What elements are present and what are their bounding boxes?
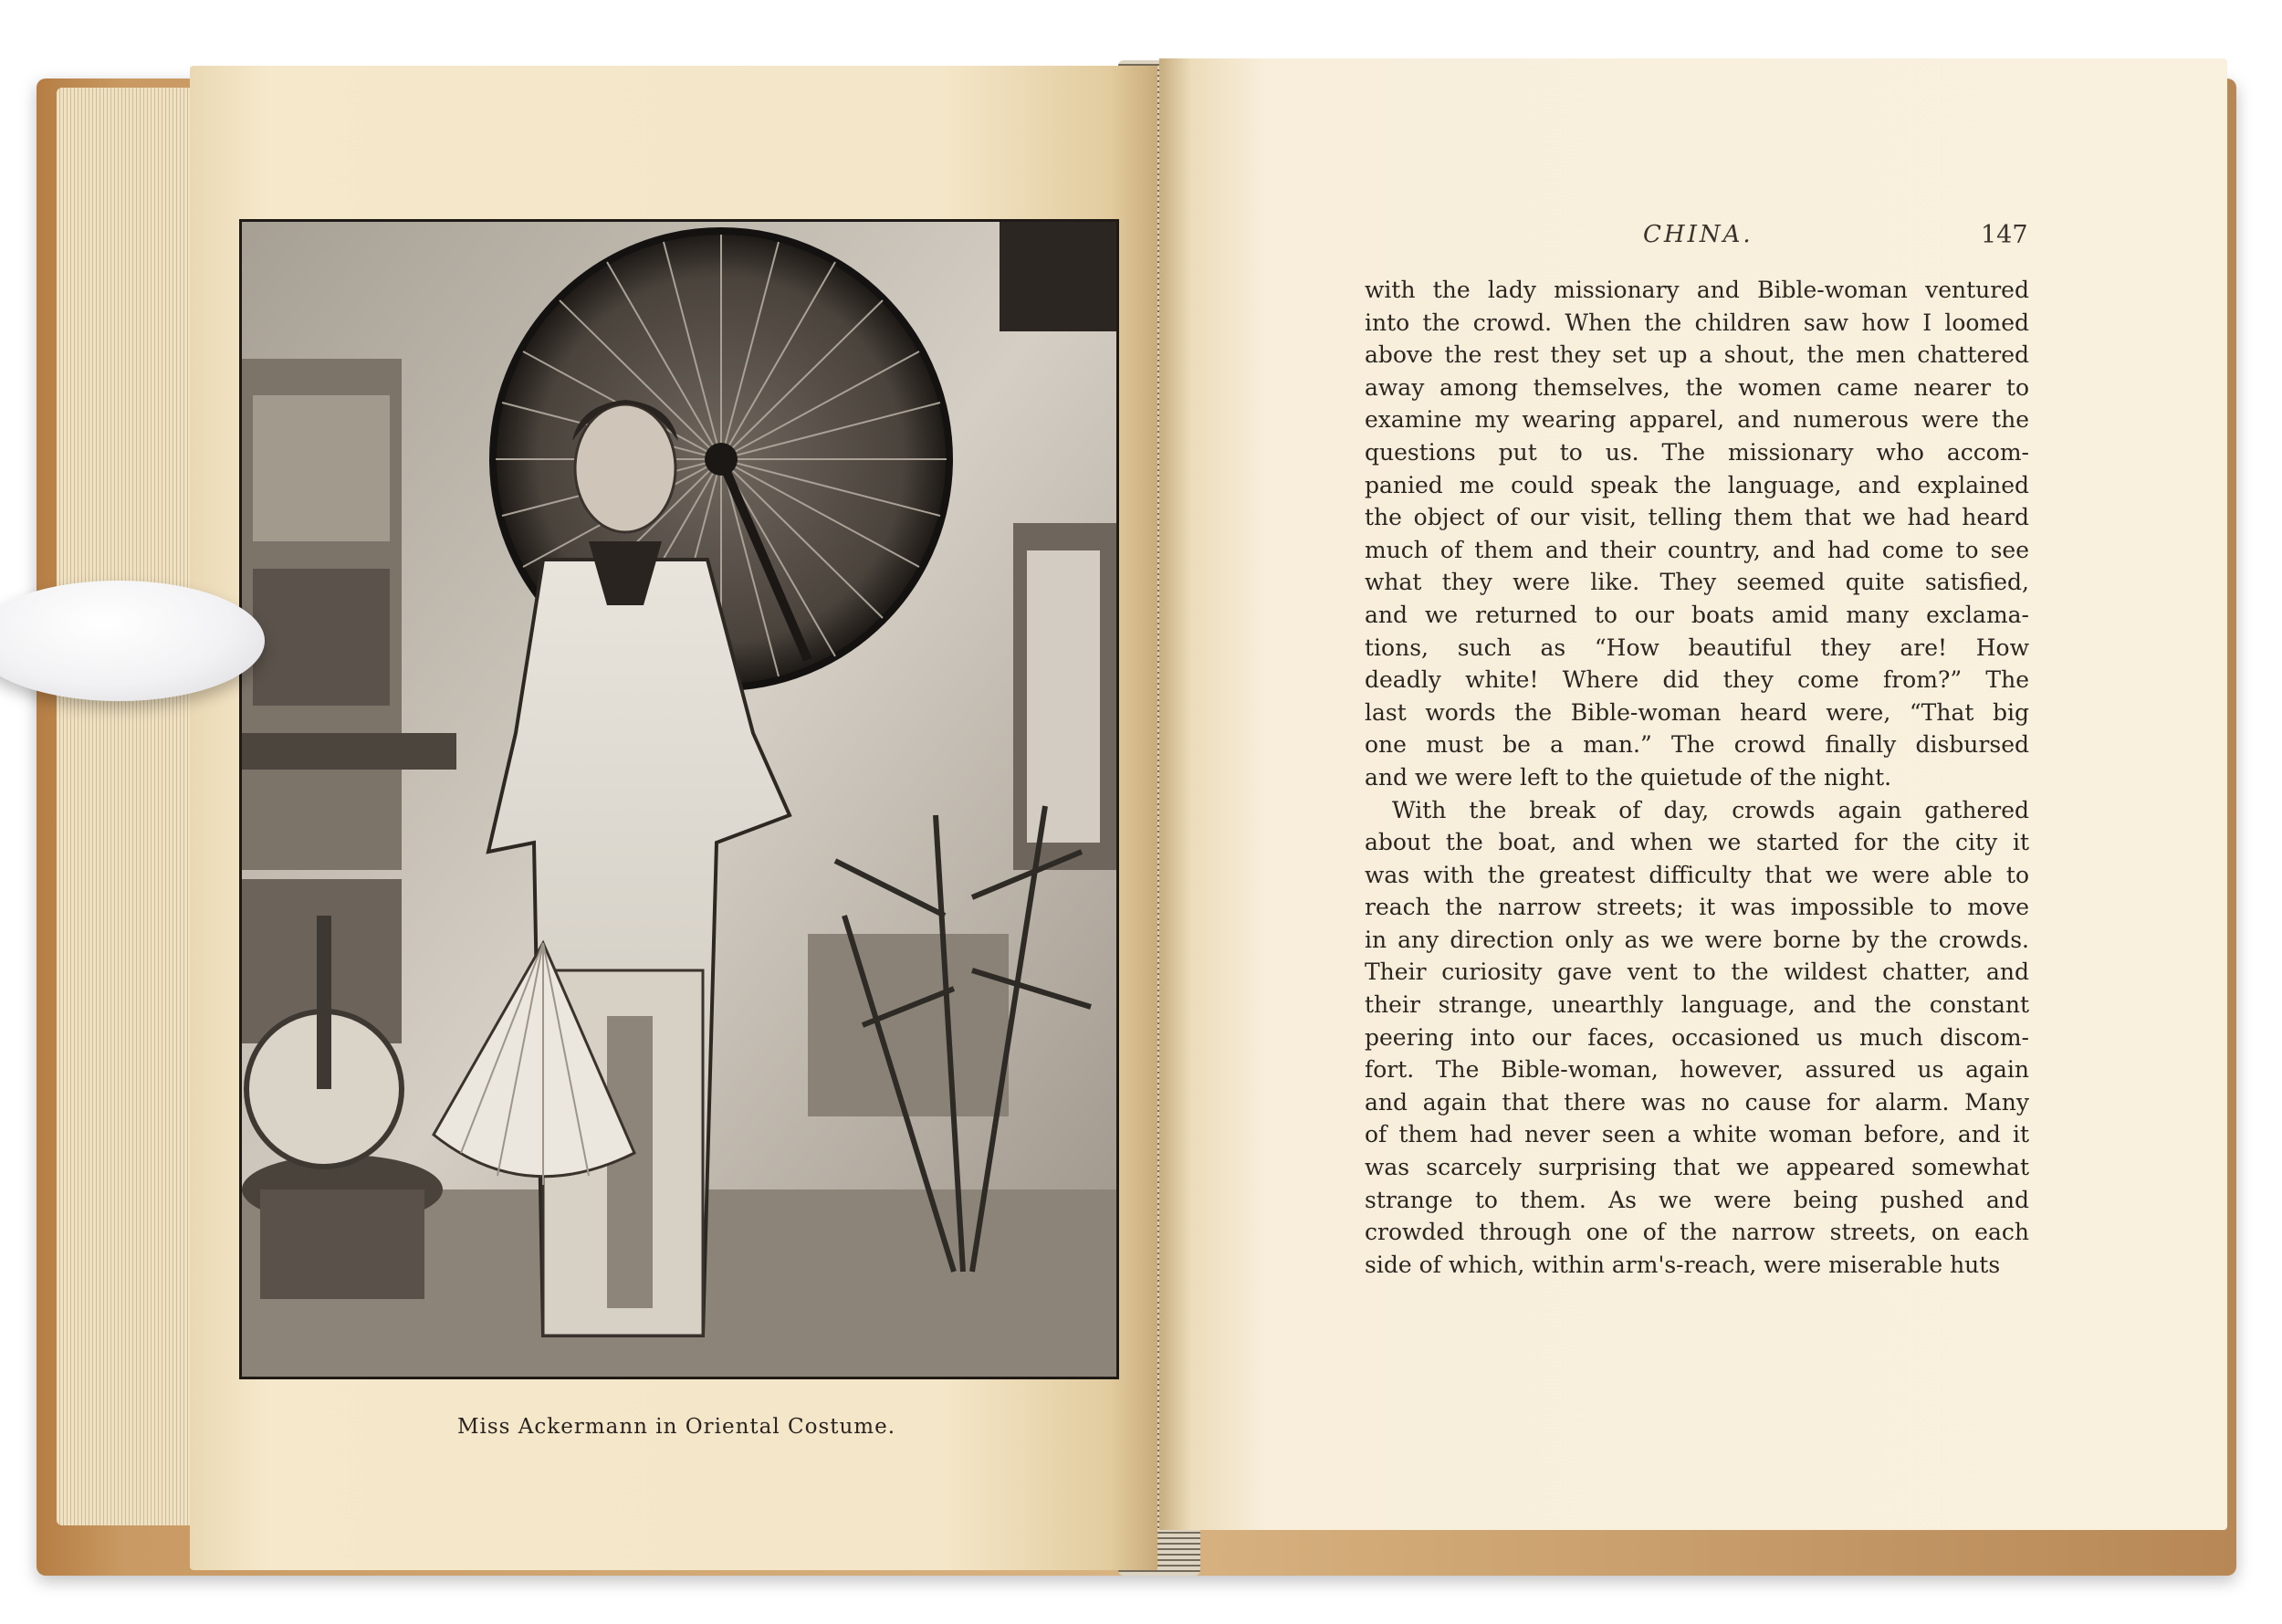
text-line: and we returned to our boats amid many exclama- — [1365, 601, 2029, 628]
text-line: Their curiosity gave vent to the wildest chatter, and — [1365, 959, 2029, 986]
text-line: last words the Bible-woman heard were, “That big — [1365, 698, 2029, 726]
text-line: one must be a man.” The crowd finally disbursed — [1365, 731, 2029, 759]
page-number: 147 — [1981, 221, 2028, 249]
text-line: about the boat, and when we started for the city it — [1365, 829, 2029, 856]
text-line: into the crowd. When the children saw how I loomed — [1365, 309, 2029, 336]
page-text — [1365, 274, 2029, 1281]
photograph — [239, 219, 1119, 1379]
running-head: CHINA. — [1643, 221, 1753, 248]
text-line: of them had never seen a white woman before, and it — [1365, 1121, 2029, 1148]
text-line: side of which, within arm's-reach, were miserable huts — [1365, 1251, 2001, 1278]
text-line: crowded through one of the narrow streets, on each — [1365, 1219, 2029, 1246]
text-line: tions, such as “How beautiful they are! How — [1365, 634, 2029, 661]
text-line: in any direction only as we were borne by the crowds. — [1365, 926, 2029, 953]
text-line: deadly white! Where did they come from?” The — [1365, 666, 2029, 694]
text-line: panied me could speak the language, and explained — [1365, 471, 2029, 498]
text-line: with the lady missionary and Bible-woman ventured — [1365, 277, 2029, 303]
text-line: fort. The Bible-woman, however, assured us again — [1365, 1056, 2029, 1084]
photo-caption: Miss Ackermann in Oriental Costume. — [456, 1415, 896, 1439]
text-line: and we were left to the quietude of the night. — [1365, 763, 1892, 791]
text-line: above the rest they set up a shout, the men chattered — [1365, 341, 2029, 369]
text-line: what they were like. They seemed quite satisfied, — [1365, 569, 2029, 596]
text-line: away among themselves, the women came nearer to — [1365, 373, 2029, 401]
text-line: was with the greatest difficulty that we were able to — [1365, 861, 2029, 888]
text-line: questions put to us. The missionary who accom- — [1365, 438, 2029, 466]
text-line: examine my wearing apparel, and numerous were the — [1365, 406, 2029, 434]
text-line: reach the narrow streets; it was impossible to move — [1365, 894, 2029, 921]
photograph-image — [242, 222, 1116, 1377]
page-edges — [57, 88, 203, 1525]
text-line: was scarcely surprising that we appeared somewhat — [1365, 1154, 2029, 1181]
text-line: With the break of day, crowds again gathered — [1392, 796, 2029, 823]
text-line: peering into our faces, occasioned us much discom- — [1365, 1023, 2029, 1051]
text-line: much of them and their country, and had come to see — [1365, 536, 2029, 563]
text-line: the object of our visit, telling them that we had heard — [1365, 504, 2029, 531]
text-line: their strange, unearthly language, and the constant — [1365, 991, 2029, 1019]
text-line: and again that there was no cause for alarm. Many — [1365, 1088, 2029, 1116]
text-line: strange to them. As we were being pushed and — [1365, 1186, 2029, 1213]
